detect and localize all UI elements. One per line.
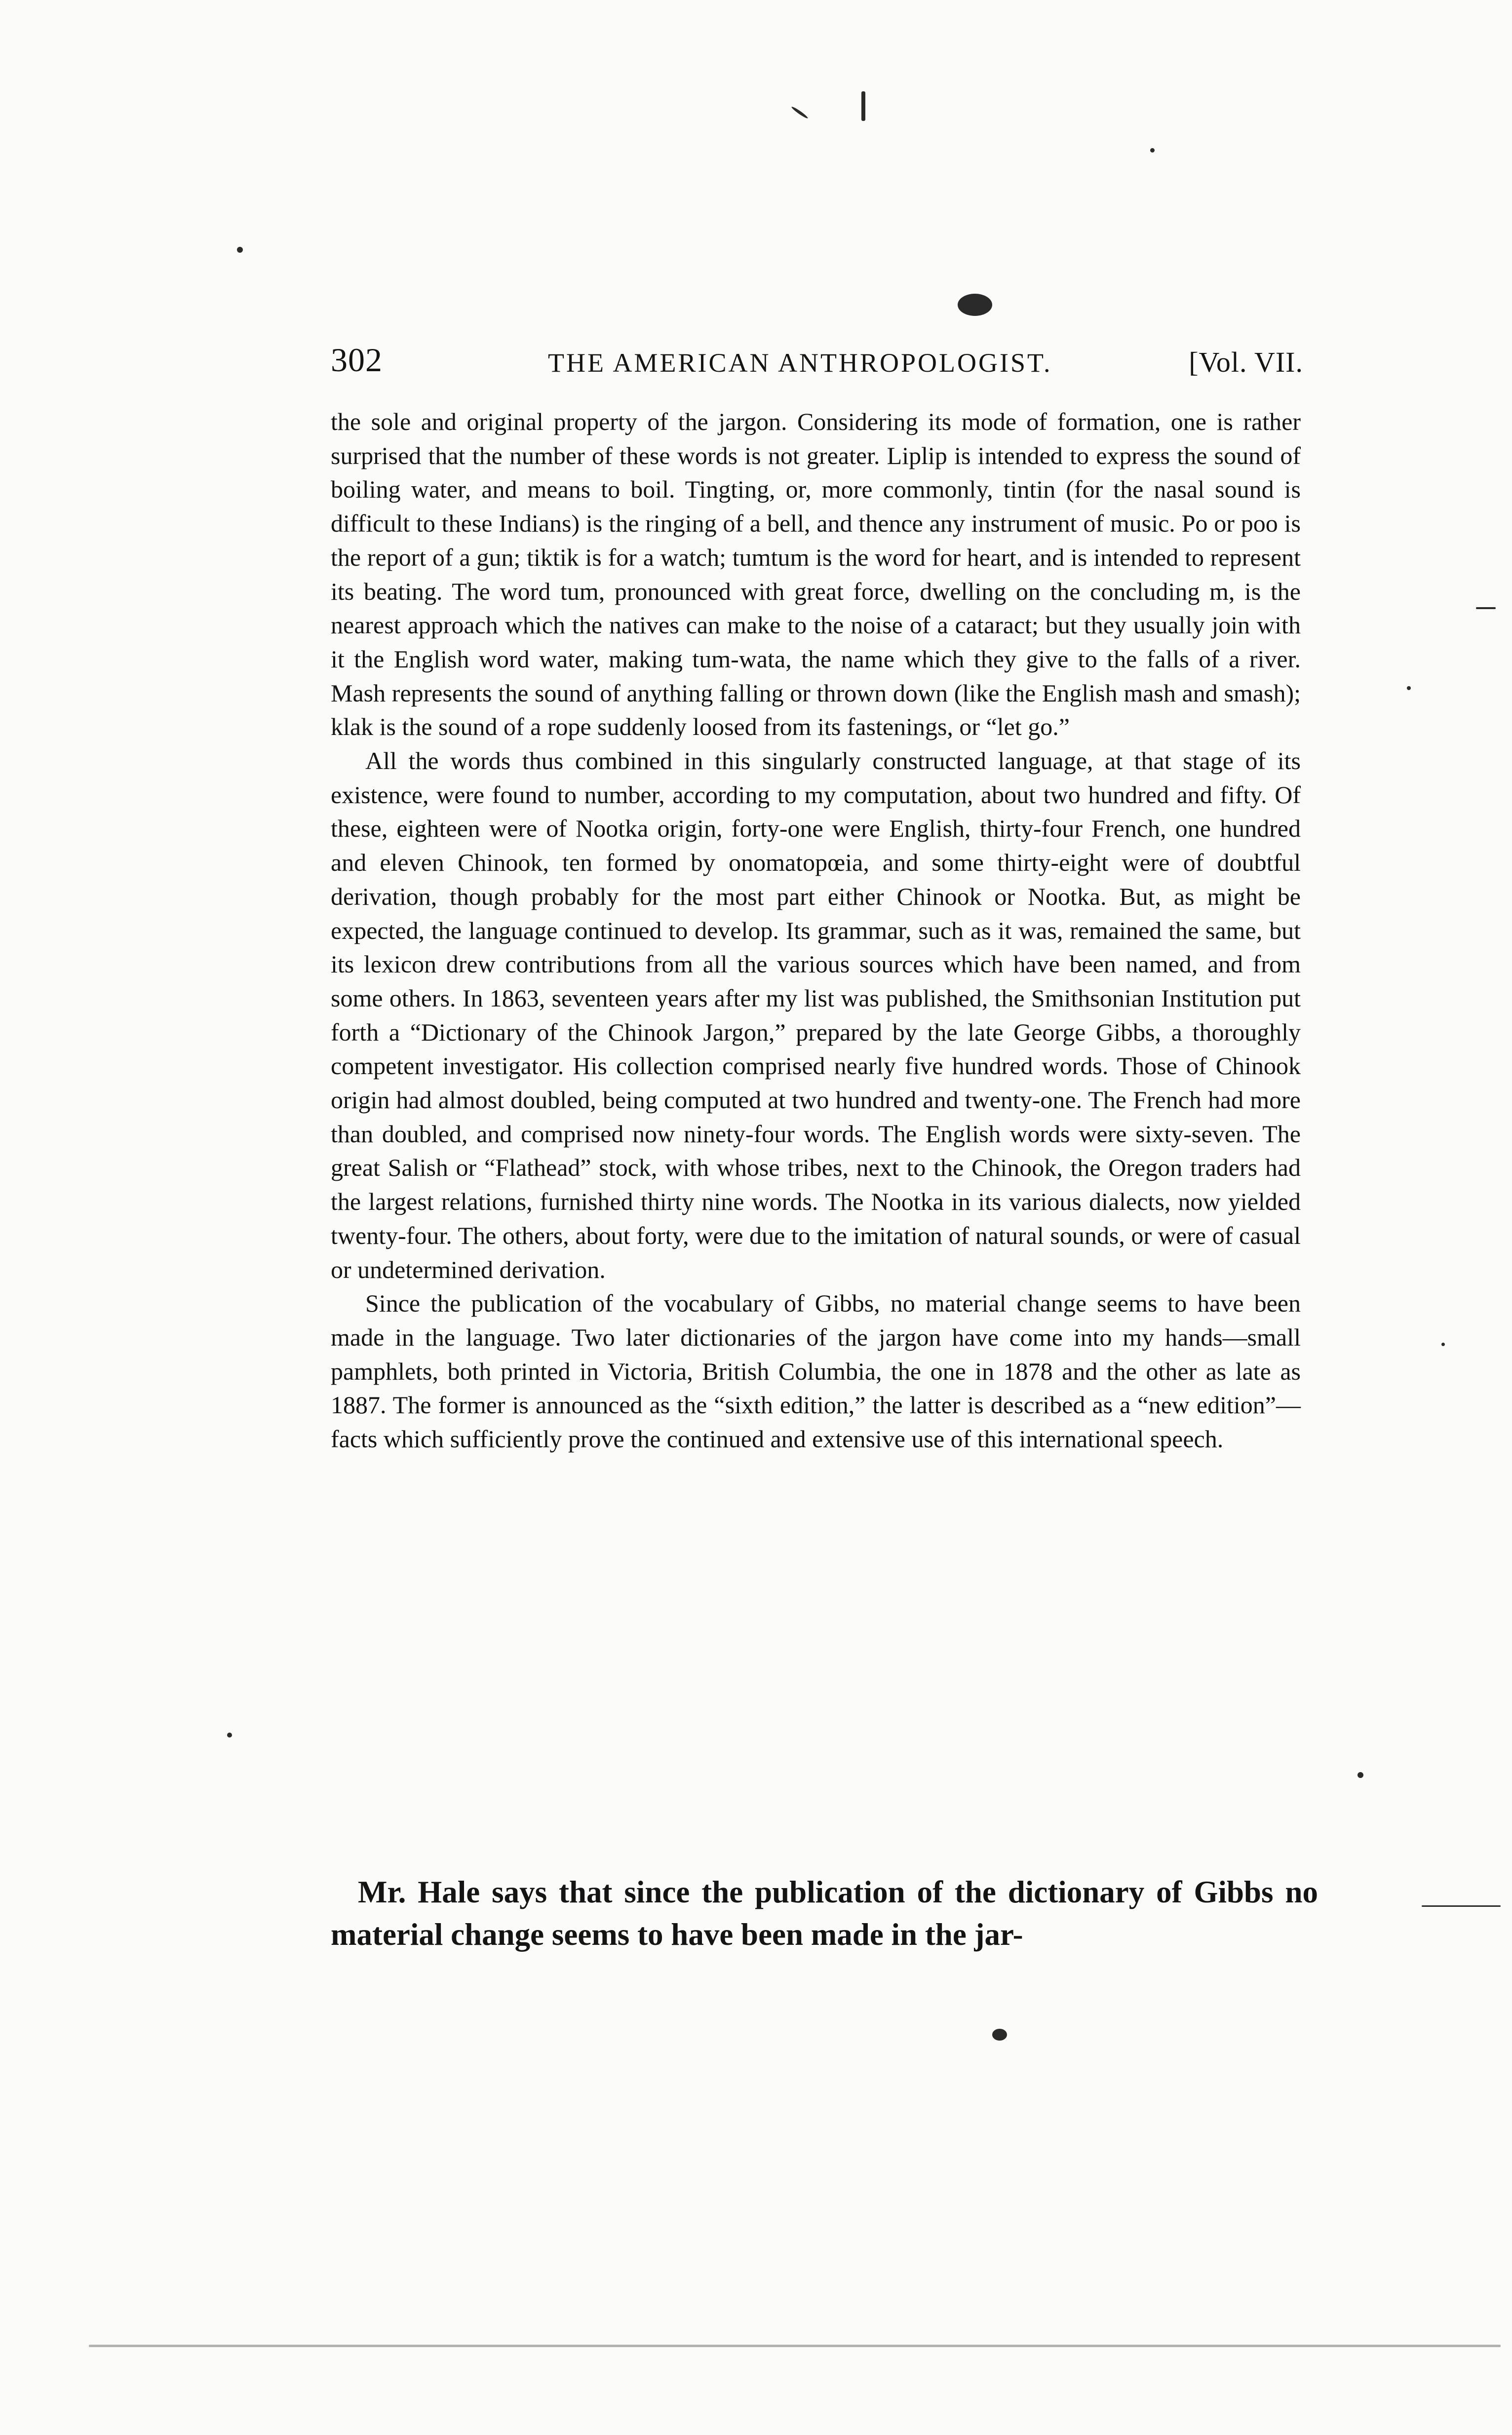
page-number: 302 [331, 341, 383, 379]
scan-speck [958, 294, 992, 316]
running-header [331, 341, 1303, 385]
scan-speck [791, 106, 809, 119]
scan-speck [1476, 607, 1496, 609]
volume-label: [Vol. VII. [1189, 346, 1303, 378]
scan-speck [1357, 1772, 1363, 1778]
scan-speck [861, 91, 865, 121]
scan-speck [237, 247, 243, 253]
paragraph: All the words thus combined in this singularly constructed language, at that stage of its existence, were found to number, according to my computation, about two hundred and fifty. Of these, eighteen were of Nootka origin, forty-one were English, thirty-four French, one hundred and eleven Chinook, ten formed by onomatopœia, and some thirty-eight were of doubtful derivation, though probably for the most part either Chinook or Nootka. But, as might be expected, the language continued to develop. Its grammar, such as it was, remained the same, but its lexicon drew contributions from all the various sources which have been named, and from some others. In 1863, seventeen years after my list was published, the Smithsonian Institution put forth a “Dictionary of the Chinook Jargon,” prepared by the late George Gibbs, a thoroughly competent investigator. His collection comprised nearly five hundred words. Those of Chinook origin had almost doubled, being computed at two hundred and twenty-one. The French had more than doubled, and comprised now ninety-four words. The English words were sixty-seven. The great Salish or “Flathead” stock, with whose tribes, next to the Chinook, the Oregon traders had the largest relations, furnished thirty nine words. The Nootka in its various dialects, now yielded twenty-four. The others, about forty, were due to the imitation of natural sounds, or were of casual or undetermined derivation. [331, 747, 1301, 1283]
paragraph: Since the publication of the vocabulary of Gibbs, no material change seems to have been made in the language. Two later dictionaries of the jargon have come into my hands—small pamphlets, both printed in Victoria, British Columbia, the one in 1878 and the other as late as 1887. The former is announced as the “sixth edition,” the latter is described as a “new edition”—facts which sufficiently prove the continued and extensive use of this international speech. [331, 1289, 1301, 1453]
running-title: THE AMERICAN ANTHROPOLOGIST. [548, 348, 1052, 378]
typed-annotation [331, 1871, 1318, 1956]
paragraph: the sole and original property of the jargon. Considering its mode of formation, one is rather surprised that the number of these words is not greater. Liplip is intended to express the sound of boiling water, and means to boil. Tingting, or, more commonly, tintin (for the nasal sound is difficult to these Indians) is the ringing of a bell, and thence any instrument of music. Po or poo is the report of a gun; tiktik is for a watch; tumtum is the word for heart, and is intended to represent its beating. The word tum, pronounced with great force, dwelling on the concluding m, is the nearest approach which the natives can make to the noise of a cataract; but they usually join with it the English word water, making tum-wata, the name which they give to the falls of a river. Mash represents the sound of anything falling or thrown down (like the English mash and smash); klak is the sound of a rope suddenly loosed from its fastenings, or “let go.” [331, 408, 1301, 741]
scan-speck [1422, 1905, 1501, 1907]
scan-speck [1407, 686, 1411, 690]
scan-speck [227, 1733, 232, 1738]
annotation-text: Mr. Hale says that since the publication of the dictionary of Gibbs no material change seems to have been made in the jar- [331, 1875, 1318, 1952]
scan-speck [89, 2345, 1501, 2347]
scan-speck [992, 2029, 1007, 2041]
scan-speck [1150, 148, 1155, 153]
scan-speck [1441, 1343, 1445, 1346]
body-text [331, 405, 1301, 1456]
